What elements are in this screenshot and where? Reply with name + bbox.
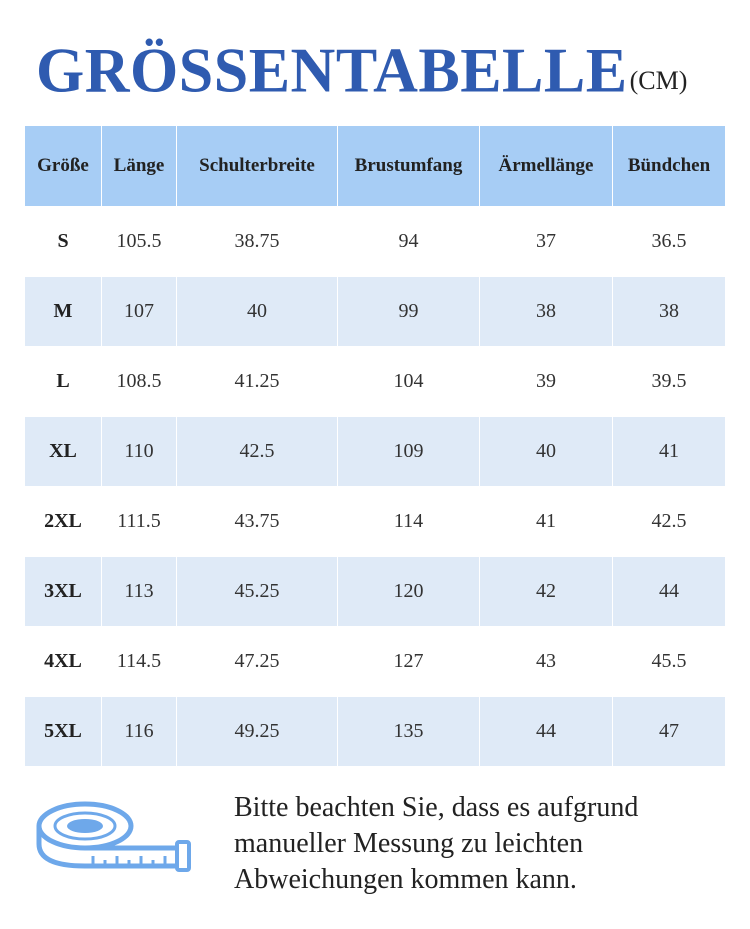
table-cell: 41 (480, 486, 613, 556)
table-cell: 42.5 (613, 486, 725, 556)
table-row (25, 486, 725, 556)
table-cell: 43 (480, 626, 613, 696)
measuring-tape-icon (35, 798, 195, 878)
page-title (36, 36, 688, 106)
table-cell: 105.5 (102, 206, 177, 276)
size-table (25, 126, 725, 766)
title-unit: (CM) (629, 66, 688, 95)
table-cell: 42.5 (177, 416, 338, 486)
table-row (25, 416, 725, 486)
header-cuff: Bündchen (613, 126, 725, 206)
size-cell: S (25, 206, 102, 276)
table-row (25, 276, 725, 346)
table-cell: 135 (338, 696, 480, 766)
table-cell: 49.25 (177, 696, 338, 766)
table-cell: 127 (338, 626, 480, 696)
table-cell: 44 (480, 696, 613, 766)
header-chest: Brustumfang (338, 126, 480, 206)
table-cell: 94 (338, 206, 480, 276)
table-cell: 116 (102, 696, 177, 766)
table-header-row (25, 126, 725, 206)
size-cell: 4XL (25, 626, 102, 696)
table-row (25, 556, 725, 626)
table-cell: 109 (338, 416, 480, 486)
note-line: Bitte beachten Sie, dass es aufgrund (234, 792, 639, 823)
size-cell: 5XL (25, 696, 102, 766)
table-cell: 37 (480, 206, 613, 276)
size-cell: XL (25, 416, 102, 486)
header-size: Größe (25, 126, 102, 206)
table-cell: 44 (613, 556, 725, 626)
table-cell: 40 (480, 416, 613, 486)
size-cell: L (25, 346, 102, 416)
table-cell: 45.5 (613, 626, 725, 696)
table-row (25, 346, 725, 416)
table-cell: 39.5 (613, 346, 725, 416)
table-cell: 107 (102, 276, 177, 346)
table-cell: 108.5 (102, 346, 177, 416)
table-row (25, 626, 725, 696)
table-cell: 113 (102, 556, 177, 626)
table-cell: 111.5 (102, 486, 177, 556)
size-cell: M (25, 276, 102, 346)
table-cell: 45.25 (177, 556, 338, 626)
table-cell: 41.25 (177, 346, 338, 416)
table-cell: 38.75 (177, 206, 338, 276)
table-cell: 40 (177, 276, 338, 346)
table-cell: 110 (102, 416, 177, 486)
table-cell: 39 (480, 346, 613, 416)
table-cell: 38 (613, 276, 725, 346)
measurement-note (234, 790, 734, 898)
table-cell: 42 (480, 556, 613, 626)
table-cell: 114.5 (102, 626, 177, 696)
table-cell: 104 (338, 346, 480, 416)
title-text: GRÖSSENTABELLE (36, 36, 628, 106)
size-cell: 2XL (25, 486, 102, 556)
table-cell: 41 (613, 416, 725, 486)
table-row (25, 206, 725, 276)
table-cell: 114 (338, 486, 480, 556)
header-length: Länge (102, 126, 177, 206)
table-cell: 47 (613, 696, 725, 766)
table-cell: 38 (480, 276, 613, 346)
note-line: Abweichungen kommen kann. (234, 864, 577, 895)
table-cell: 43.75 (177, 486, 338, 556)
table-cell: 47.25 (177, 626, 338, 696)
header-shoulder: Schulterbreite (177, 126, 338, 206)
table-row (25, 696, 725, 766)
size-cell: 3XL (25, 556, 102, 626)
table-cell: 120 (338, 556, 480, 626)
table-cell: 99 (338, 276, 480, 346)
note-line: manueller Messung zu leichten (234, 828, 584, 859)
table-cell: 36.5 (613, 206, 725, 276)
header-sleeve: Ärmellänge (480, 126, 613, 206)
